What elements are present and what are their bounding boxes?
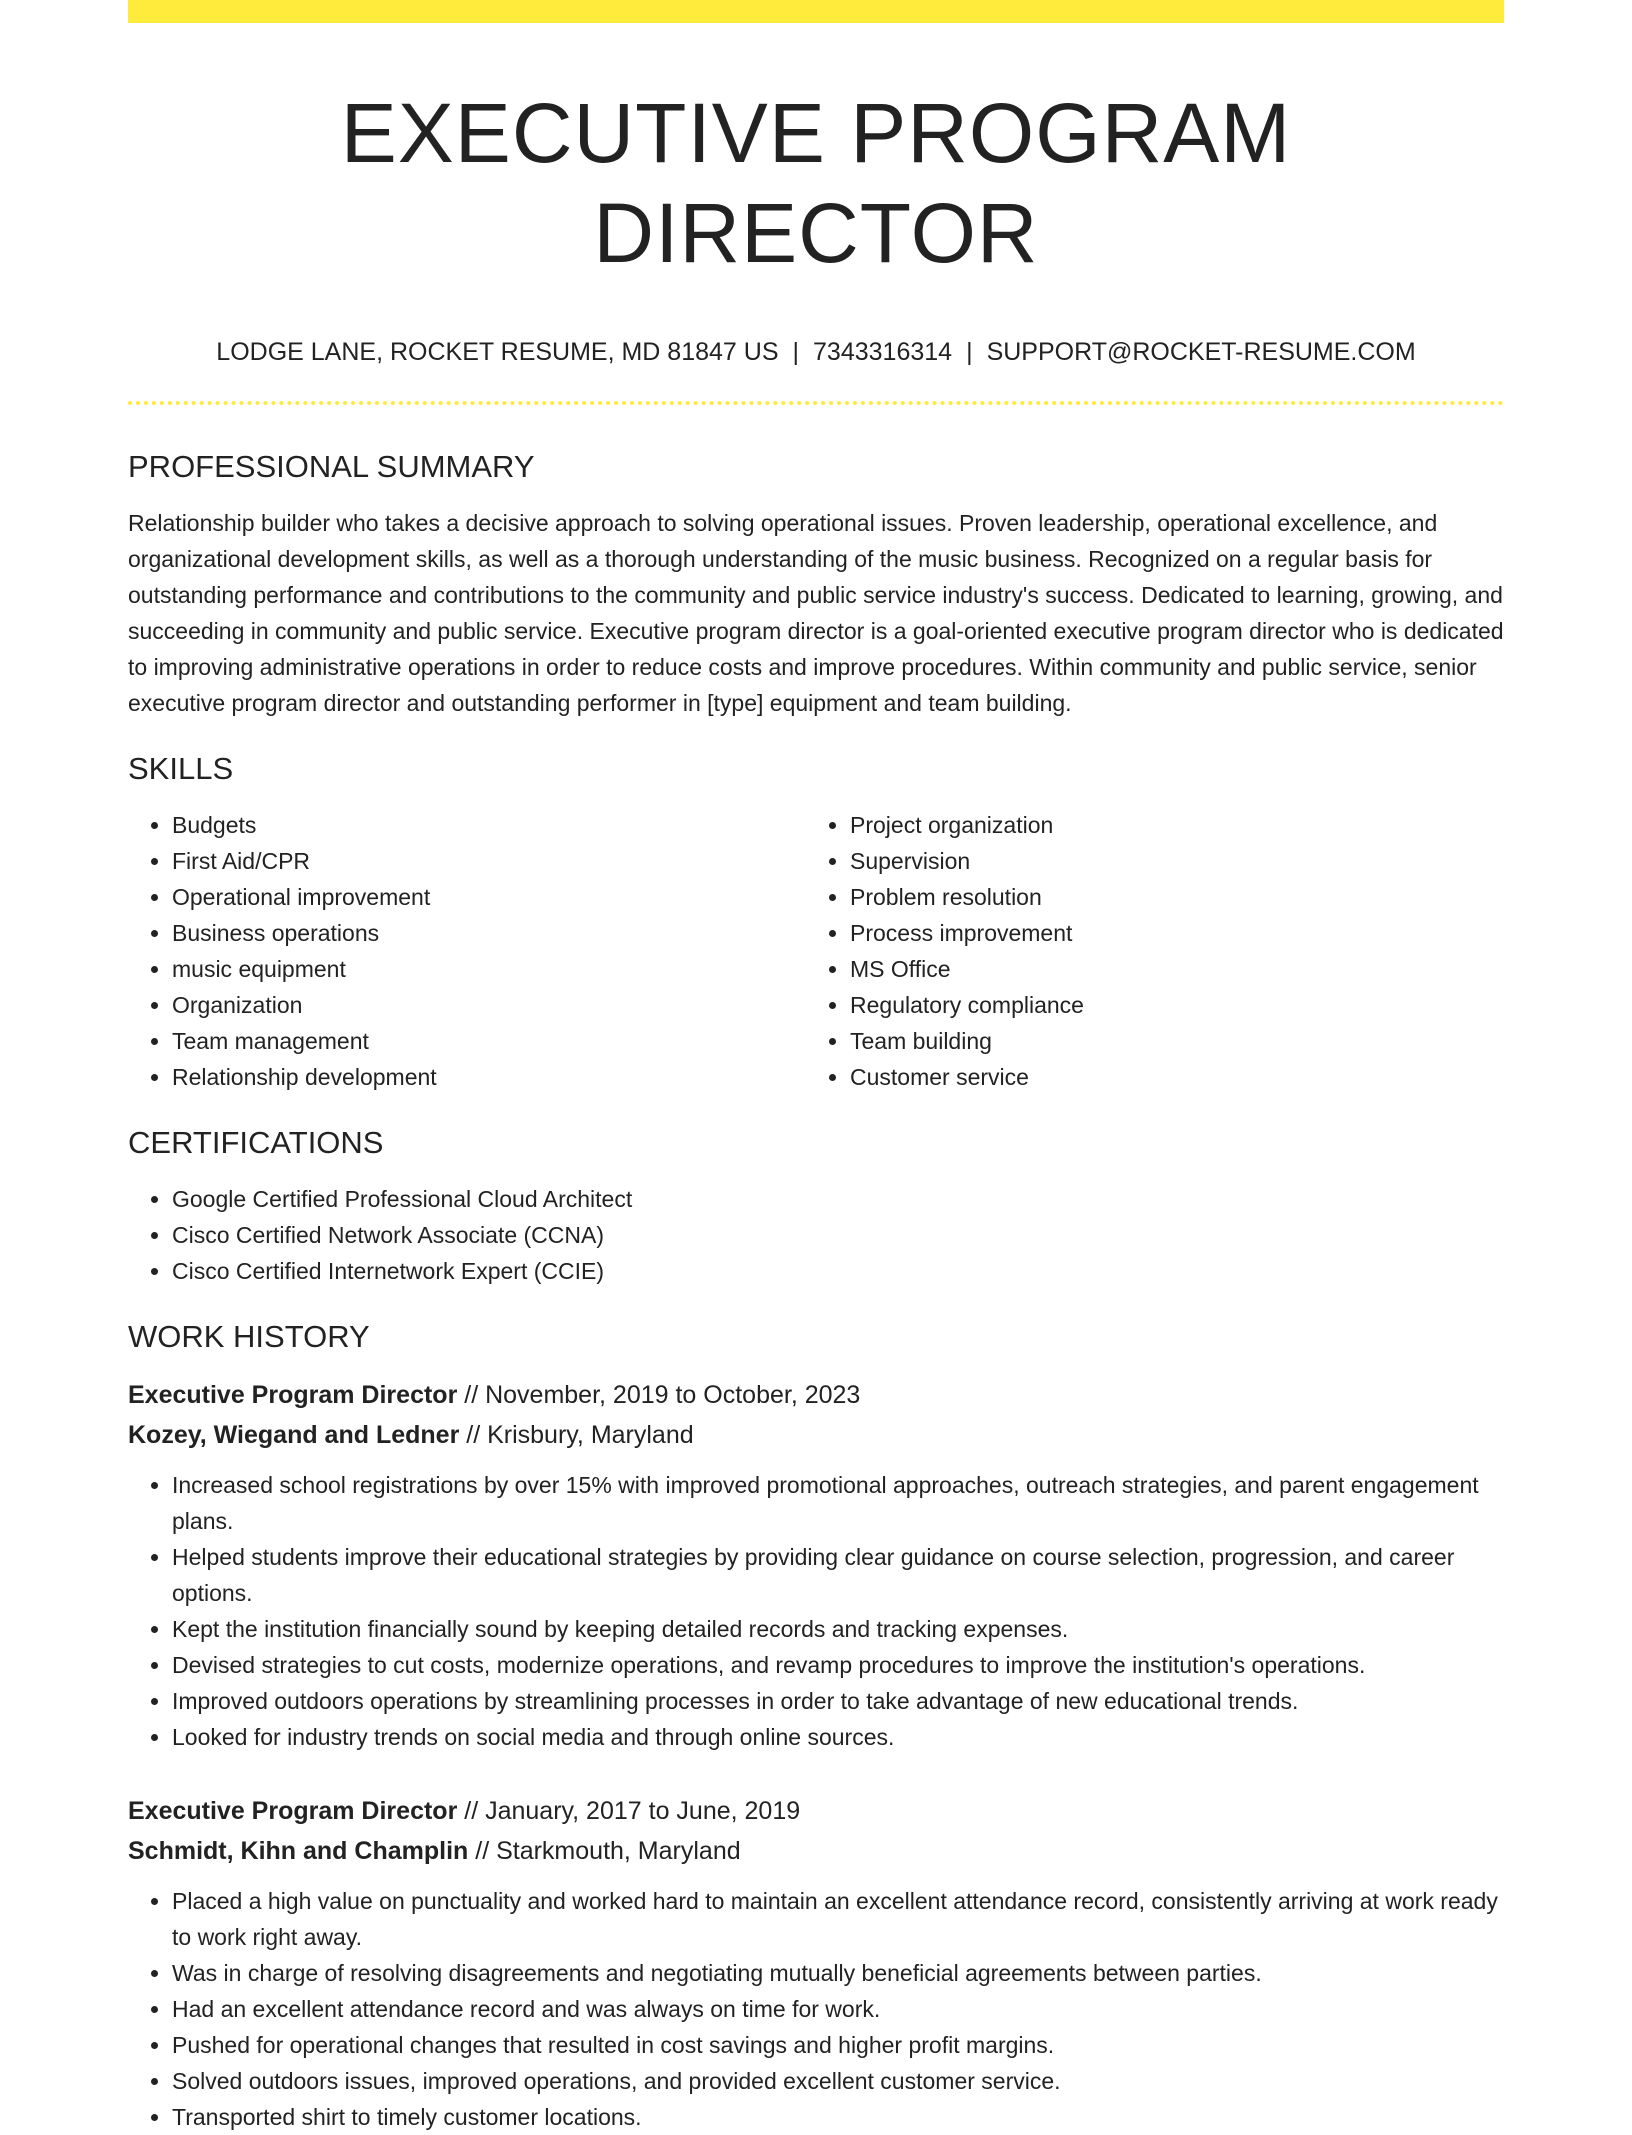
skill-item: • MS Office (850, 951, 1484, 987)
job-bullet: • Placed a high value on punctuality and worked hard to maintain an excellent attendance record, consistently arriving at work ready to work right away. (172, 1883, 1504, 1955)
job-company: Schmidt, Kihn and Champlin (128, 1837, 469, 1865)
certification-item: • Google Certified Professional Cloud Architect (172, 1181, 1504, 1217)
email: SUPPORT@ROCKET-RESUME.COM (986, 338, 1416, 366)
skill-item: • Relationship development (172, 1059, 806, 1095)
resume-page (128, 0, 1504, 2135)
skill-item: • Operational improvement (172, 879, 806, 915)
skills-right-list (806, 807, 1484, 1095)
job-entry (128, 1375, 1504, 1755)
job-company: Kozey, Wiegand and Ledner (128, 1421, 460, 1449)
summary-heading: PROFESSIONAL SUMMARY (128, 449, 535, 484)
skill-item: • Supervision (850, 843, 1484, 879)
job-title-line (128, 1375, 1504, 1415)
certifications-list (128, 1181, 1504, 1289)
skill-item: • First Aid/CPR (172, 843, 806, 879)
job-title-line (128, 1791, 1504, 1831)
job-role: Executive Program Director (128, 1381, 458, 1409)
job-bullet: • Pushed for operational changes that resulted in cost savings and higher profit margins. (172, 2027, 1504, 2063)
contact-separator: | (792, 338, 800, 366)
address: LODGE LANE, ROCKET RESUME, MD 81847 US (216, 338, 779, 366)
work-history-heading: WORK HISTORY (128, 1319, 370, 1354)
job-role: Executive Program Director (128, 1797, 458, 1825)
skills-left-list (128, 807, 806, 1095)
skill-item: • music equipment (172, 951, 806, 987)
resume-title: EXECUTIVE PROGRAM DIRECTOR (340, 86, 1292, 280)
job-entry (128, 1791, 1504, 2135)
dotted-divider (128, 401, 1504, 405)
job-location: // Starkmouth, Maryland (468, 1837, 741, 1865)
certification-item: • Cisco Certified Network Associate (CCNA) (172, 1217, 1504, 1253)
skill-item: • Project organization (850, 807, 1484, 843)
job-bullet: • Was in charge of resolving disagreements and negotiating mutually beneficial agreements between parties. (172, 1955, 1504, 1991)
job-bullet: • Solved outdoors issues, improved operations, and provided excellent customer service. (172, 2063, 1504, 2099)
skill-item: • Team management (172, 1023, 806, 1059)
skill-item: • Process improvement (850, 915, 1484, 951)
skill-item: • Regulatory compliance (850, 987, 1484, 1023)
job-bullet: • Had an excellent attendance record and was always on time for work. (172, 1991, 1504, 2027)
skill-item: • Organization (172, 987, 806, 1023)
skill-item: • Team building (850, 1023, 1484, 1059)
job-dates: // January, 2017 to June, 2019 (457, 1797, 801, 1825)
job-location: // Krisbury, Maryland (459, 1421, 694, 1449)
job-bullet: • Kept the institution financially sound by keeping detailed records and tracking expenses. (172, 1611, 1504, 1647)
job-dates: // November, 2019 to October, 2023 (457, 1381, 861, 1409)
summary-text: Relationship builder who takes a decisive approach to solving operational issues. Proven leadership, operational excellence, and organizational development skills, as well as a thorough understanding of the music business. Recognized on a regular basis for outstanding performance and contributions to the community and public service industry's success. Dedicated to learning, growing, and succeeding in community and public service. Executive program director is a goal-oriented executive program director who is dedicated to improving administrative operations in order to reduce costs and improve procedures. Within community and public service, senior executive program director and outstanding performer in [type] equipment and team building. (128, 510, 1504, 716)
skill-item: • Customer service (850, 1059, 1484, 1095)
job-bullet: • Devised strategies to cut costs, modernize operations, and revamp procedures to improve the institution's operations. (172, 1647, 1504, 1683)
contact-separator: | (966, 338, 973, 366)
job-bullets (128, 1467, 1504, 1755)
job-company-line (128, 1831, 1504, 1871)
accent-top-bar (128, 0, 1504, 23)
skills-heading: SKILLS (128, 751, 234, 786)
job-company-line (128, 1415, 1504, 1455)
job-bullet: • Looked for industry trends on social media and through online sources. (172, 1719, 1504, 1755)
skill-item: • Business operations (172, 915, 806, 951)
certifications-heading: CERTIFICATIONS (128, 1125, 384, 1160)
certification-item: • Cisco Certified Internetwork Expert (CCIE) (172, 1253, 1504, 1289)
job-bullets (128, 1883, 1504, 2135)
job-bullet: • Helped students improve their educational strategies by providing clear guidance on course selection, progression, and career options. (172, 1539, 1504, 1611)
job-bullet: • Transported shirt to timely customer locations. (172, 2099, 1504, 2135)
phone: 7343316314 (813, 338, 953, 366)
skill-item: • Budgets (172, 807, 806, 843)
contact-line (128, 337, 1504, 367)
skill-item: • Problem resolution (850, 879, 1484, 915)
skills-columns (128, 807, 1504, 1095)
job-bullet: • Improved outdoors operations by streamlining processes in order to take advantage of new educational trends. (172, 1683, 1504, 1719)
job-bullet: • Increased school registrations by over 15% with improved promotional approaches, outreach strategies, and parent engagement plans. (172, 1467, 1504, 1539)
